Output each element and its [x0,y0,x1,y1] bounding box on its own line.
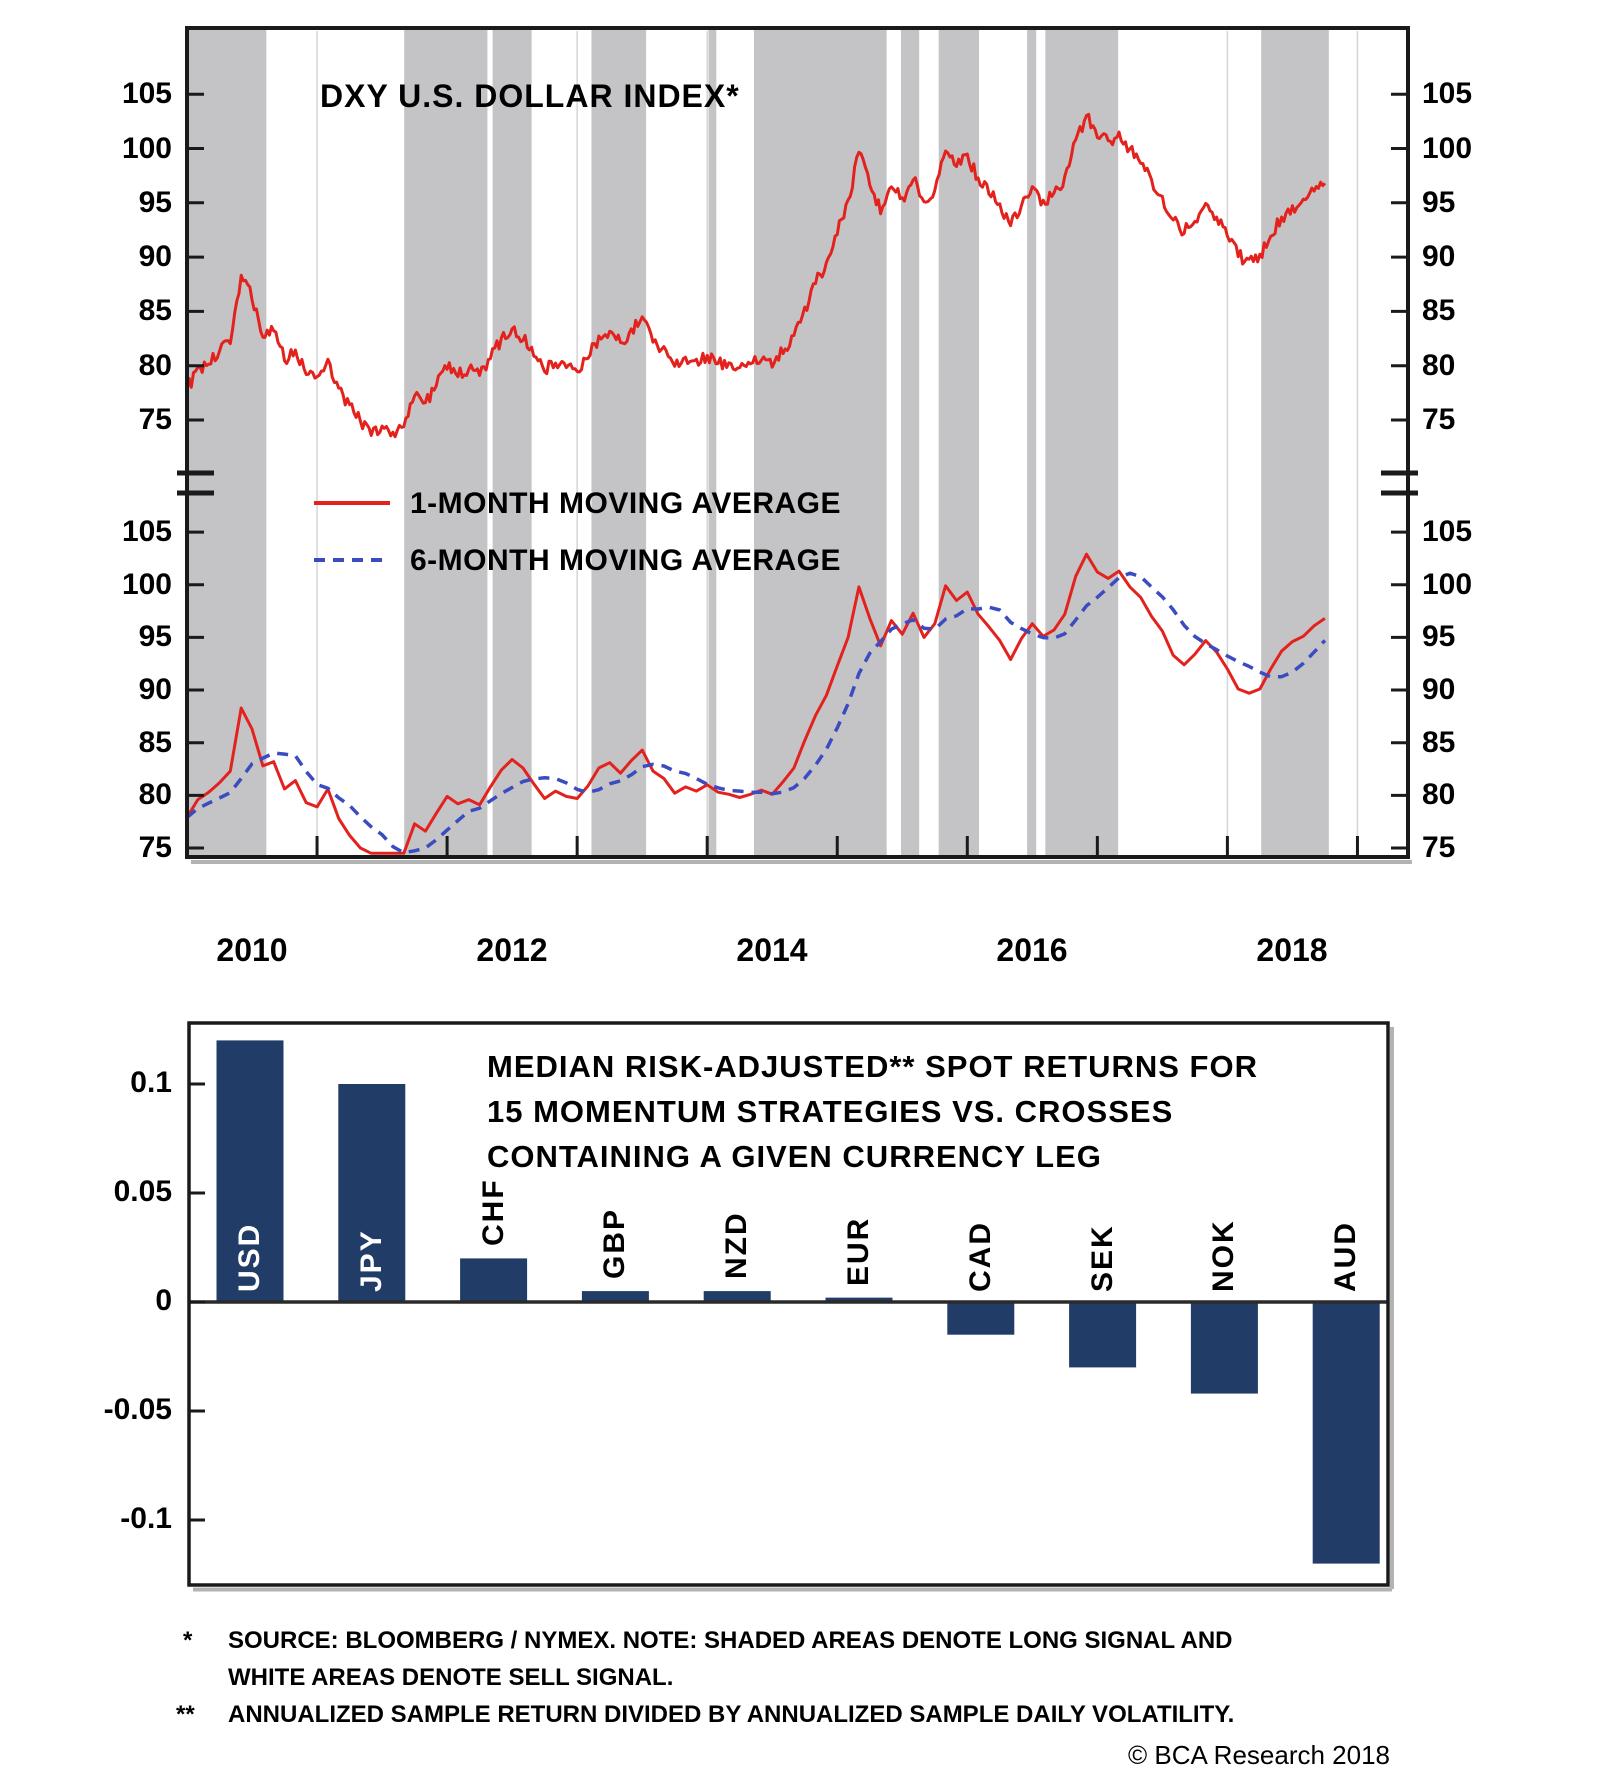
y-tick-label-right: 80 [1422,348,1456,382]
bar-ytick-0.1: 0.1 [130,1066,172,1099]
long-signal-band [591,30,646,855]
y-tick-label-left: 105 [121,77,172,111]
bar-chart-title-line1: MEDIAN RISK-ADJUSTED** SPOT RETURNS FOR [487,1049,1258,1084]
long-signal-band [404,30,487,855]
bar-category-label-CHF: CHF [476,1178,510,1247]
bar-CHF [460,1258,527,1302]
long-signal-band [187,30,266,855]
bar-ytick--0.1: -0.1 [120,1502,172,1535]
bar-CAD [947,1302,1014,1335]
footnote-star-marker: * [183,1627,193,1654]
y-tick-label-left: 100 [121,567,172,601]
bar-category-label-GBP: GBP [598,1208,632,1280]
y-tick-label-left: 105 [121,515,172,549]
y-tick-label-left: 80 [138,348,172,382]
footnote-star-line2: WHITE AREAS DENOTE SELL SIGNAL. [228,1664,674,1691]
footnote-star-line1: SOURCE: BLOOMBERG / NYMEX. NOTE: SHADED AREAS DENOTE LONG SIGNAL AND [228,1627,1233,1654]
bar-chart-title-line2: 15 MOMENTUM STRATEGIES VS. CROSSES [487,1094,1174,1129]
copyright-notice: © BCA Research 2018 [1128,1740,1390,1770]
legend-label-1-month: 1-MONTH MOVING AVERAGE [410,487,842,520]
y-tick-label-right: 105 [1422,77,1473,111]
bar-category-label-EUR: EUR [842,1216,875,1286]
y-tick-label-right: 80 [1422,778,1456,812]
y-tick-label-right: 85 [1422,725,1456,759]
long-signal-band [1027,30,1036,855]
y-tick-label-left: 90 [138,673,172,707]
footnote-double-star-marker: ** [176,1701,195,1728]
bar-ytick-0: 0 [155,1284,172,1317]
y-tick-label-right: 95 [1422,620,1456,654]
y-tick-label-right: 85 [1422,294,1456,328]
y-tick-label-left: 80 [138,778,172,812]
footnote-double-star-line: ANNUALIZED SAMPLE RETURN DIVIDED BY ANNUALIZED SAMPLE DAILY VOLATILITY. [228,1701,1235,1728]
y-tick-label-left: 95 [138,620,172,654]
y-tick-label-right: 90 [1422,673,1456,707]
bar-ytick-0.05: 0.05 [113,1175,172,1208]
y-tick-label-right: 75 [1422,831,1456,864]
bar-category-label-JPY: JPY [354,1229,388,1292]
legend-label-6-month: 6-MONTH MOVING AVERAGE [410,544,842,577]
y-tick-label-right: 75 [1422,403,1456,436]
line-chart-title: DXY U.S. DOLLAR INDEX* [320,78,740,114]
y-tick-label-left: 85 [138,294,172,328]
bar-SEK [1069,1302,1136,1367]
bar-category-label-SEK: SEK [1085,1224,1119,1292]
long-signal-band [1261,30,1329,855]
y-tick-label-left: 95 [138,185,172,219]
x-axis-label-2018: 2018 [1256,932,1328,968]
bar-ytick--0.05: -0.05 [103,1393,172,1426]
bar-NOK [1191,1302,1258,1394]
y-tick-label-left: 100 [121,131,172,165]
long-signal-band [709,30,717,855]
y-tick-label-left: 85 [138,725,172,759]
bar-category-label-AUD: AUD [1329,1221,1363,1292]
x-axis-label-2010: 2010 [216,932,288,968]
bar-chart-title-line3: CONTAINING A GIVEN CURRENCY LEG [487,1139,1102,1174]
y-tick-label-right: 105 [1422,515,1473,549]
bar-category-label-NOK: NOK [1207,1219,1241,1292]
long-signal-band [901,30,919,855]
bar-category-label-NZD: NZD [720,1211,754,1280]
bar-category-label-CAD: CAD [963,1221,997,1292]
x-axis-label-2014: 2014 [736,932,808,968]
legend-solid-line-swatch [314,501,390,505]
long-signal-band [754,30,887,855]
long-signal-band [493,30,532,855]
y-tick-label-right: 90 [1422,240,1456,274]
y-tick-label-left: 75 [138,831,172,864]
y-tick-label-left: 90 [138,240,172,274]
x-axis-label-2016: 2016 [996,932,1068,968]
bar-AUD [1313,1302,1380,1564]
y-tick-label-right: 100 [1422,131,1473,165]
y-tick-label-right: 95 [1422,185,1456,219]
long-signal-band [1045,30,1118,855]
x-axis-label-2012: 2012 [476,932,548,968]
legend-dashed-line-swatch [314,558,386,562]
bar-category-label-USD: USD [233,1222,266,1292]
y-tick-label-left: 75 [138,403,172,436]
y-tick-label-right: 100 [1422,567,1473,601]
